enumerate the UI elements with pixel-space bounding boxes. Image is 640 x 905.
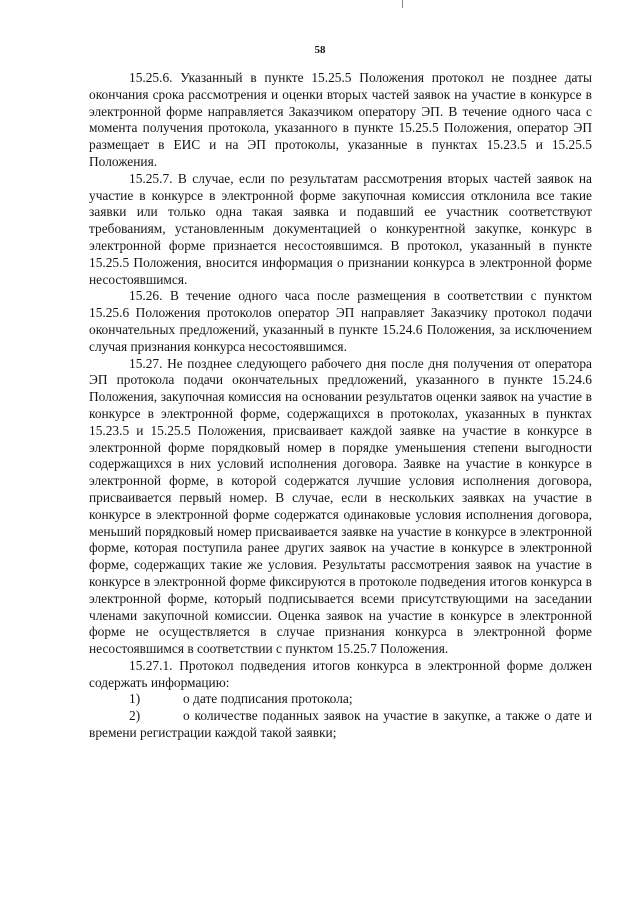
paragraph-15-27-1: 15.27.1. Протокол подведения итогов конкурса в электронной форме должен содержать информацию:: [89, 657, 592, 690]
paragraph-15-25-6: 15.25.6. Указанный в пункте 15.25.5 Положения протокол не позднее даты окончания срока рассмотрения и оценки вторых частей заявок на участие в конкурсе в электронной форме направляется Заказчиком оператору ЭП. В течение одного часа с момента получения протокола, указанного в пункте 15.25.5 Положения, оператор ЭП размещает в ЕИС и на ЭП протоколы, указанные в пунктах 15.23.5 и 15.25.5 Положения.: [89, 70, 592, 169]
list-item-number: 1): [129, 691, 141, 707]
paragraph-15-27: 15.27. Не позднее следующего рабочего дня после дня получения от оператора ЭП протокола подачи окончательных предложений, указанного в пункте 15.24.6 Положения, закупочная комиссия на основании результатов оценки заявок на участие в конкурсе в электронной форме, содержащихся в протоколах, указанных в пунктах 15.23.5 и 15.25.5 Положения, присваивает каждой заявке на участие в конкурсе в электронной форме порядковый номер в порядке уменьшения степени выгодности содержащихся в них условий исполнения договора. Заявке на участие в конкурсе в электронной форме, в которой содержатся лучшие условия исполнения договора, присваивается первый номер. В случае, если в нескольких заявках на участие в конкурсе в электронной форме содержатся одинаковые условия исполнения договора, меньший порядковый номер присваивается заявке на участие в конкурсе в электронной форме, которая поступила ранее других заявок на участие в конкурсе в электронной форме, содержащих такие же условия. Результаты рассмотрения заявок на участие в конкурсе в электронной форме фиксируются в протоколе подведения итогов конкурса в электронной форме, который подписывается всеми присутствующими на заседании членами закупочной комиссии. Оценка заявок на участие в конкурсе в электронной форме не осуществляется в случае признания конкурса в электронной форме несостоявшимся в соответствии с пунктом 15.25.7 Положения.: [89, 355, 592, 657]
list-item: [89, 691, 592, 708]
list-item: [89, 708, 592, 742]
list-item-text: о дате подписания протокола;: [183, 691, 353, 707]
list-item-text: о количестве поданных заявок на участие в закупке, а также о дате и времени регистрации каждой такой заявки;: [89, 708, 592, 741]
list-item-number: 2): [129, 708, 141, 724]
document-body: [89, 70, 592, 742]
scan-mark: [402, 0, 403, 8]
page-number: 58: [314, 44, 326, 56]
paragraph-15-25-7: 15.25.7. В случае, если по результатам рассмотрения вторых частей заявок на участие в конкурсе в электронной форме закупочная комиссия отклонила все такие заявки или только одна такая заявка и подавший ее участник соответствуют требованиям, установленным документацией о конкурентной закупке, конкурс в электронной форме признается несостоявшимся. В протокол, указанный в пункте 15.25.5 Положения, вносится информация о признании конкурса в электронной форме несостоявшимся.: [89, 170, 592, 287]
paragraph-15-26: 15.26. В течение одного часа после размещения в соответствии с пунктом 15.25.6 Положения протоколов оператор ЭП направляет Заказчику протокол подачи окончательных предложений, указанный в пункте 15.24.6 Положения, за исключением случая признания конкурса несостоявшимся.: [89, 288, 592, 354]
